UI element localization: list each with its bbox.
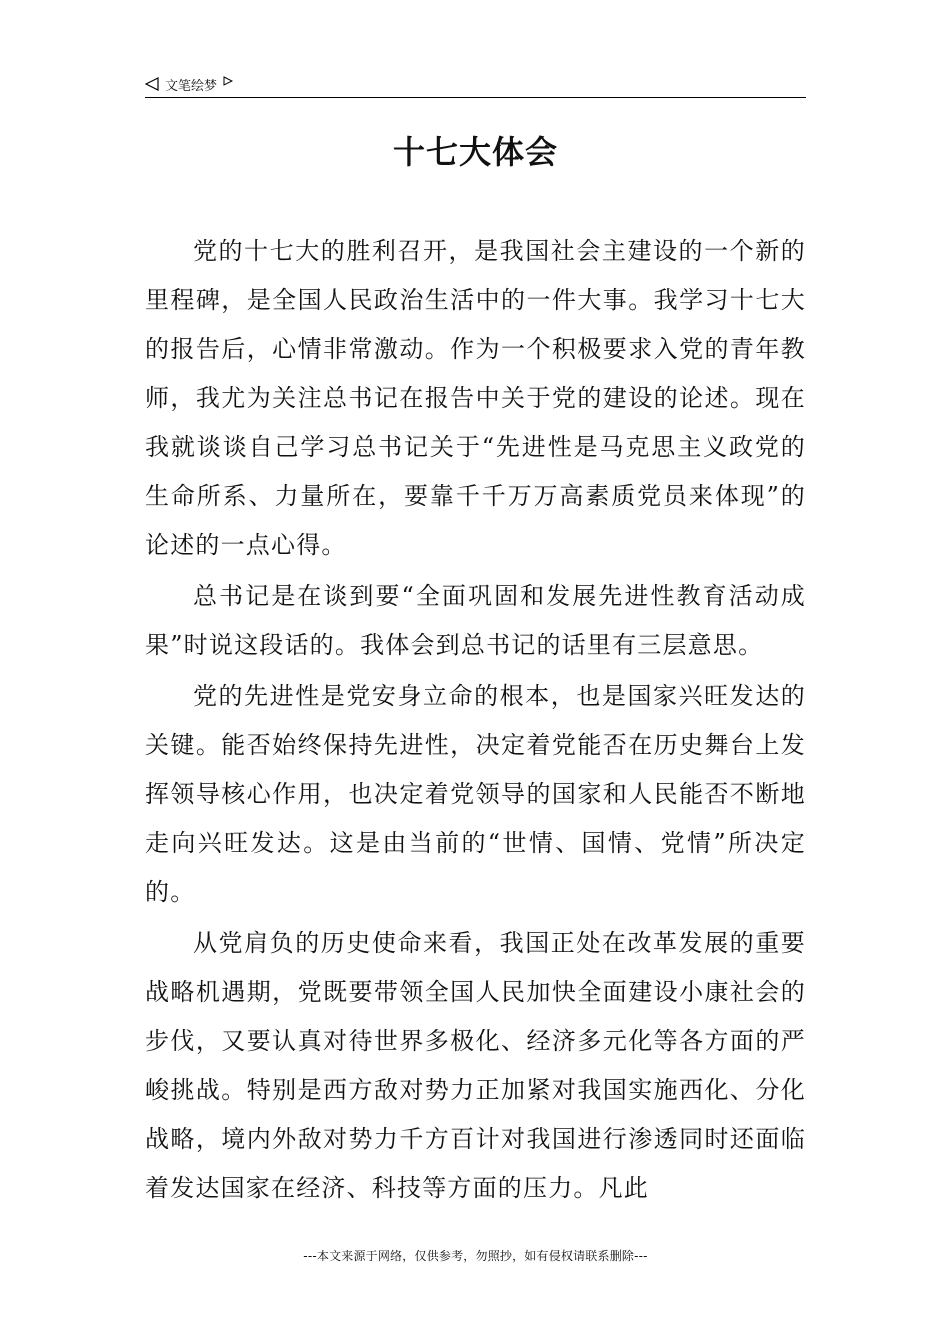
triangle-right-icon: [223, 76, 233, 86]
document-title: 十七大体会: [392, 133, 558, 171]
paragraph: 党的先进性是党安身立命的根本，也是国家兴旺发达的关键。能否始终保持先进性，决定着党能否在历史舞台上发挥领导核心作用，也决定着党领导的国家和人民能否不断地走向兴旺发达。这是由当前的“世情、国情、党情”所决定的。: [145, 682, 806, 906]
page-header: [145, 72, 806, 96]
paragraph: 总书记是在谈到要“全面巩固和发展先进性教育活动成果”时说这段话的。我体会到总书记的话里有三层意思。: [145, 582, 806, 659]
footer-notice: ---本文来源于网络，仅供参考，勿照抄，如有侵权请联系删除---: [303, 1249, 648, 1263]
paragraph: 从党肩负的历史使命来看，我国正处在改革发展的重要战略机遇期，党既要带领全国人民加快全面建设小康社会的步伐，又要认真对待世界多极化、经济多元化等各方面的严峻挑战。特别是西方敌对势力正加紧对我国实施西化、分化战略，境内外敌对势力千方百计对我国进行渗透同时还面临着发达国家在经济、科技等方面的压力。凡此: [145, 929, 806, 1202]
document-body: [145, 227, 806, 1217]
header-divider: [145, 97, 806, 98]
header-label: 文笔绘梦: [165, 78, 218, 94]
triangle-left-icon: [145, 77, 159, 91]
paragraph: 党的十七大的胜利召开，是我国社会主建设的一个新的里程碑，是全国人民政治生活中的一件大事。我学习十七大的报告后，心情非常激动。作为一个积极要求入党的青年教师，我尤为关注总书记在报告中关于党的建设的论述。现在我就谈谈自己学习总书记关于“先进性是马克思主义政党的生命所系、力量所在，要靠千千万万高素质党员来体现”的论述的一点心得。: [145, 237, 806, 559]
